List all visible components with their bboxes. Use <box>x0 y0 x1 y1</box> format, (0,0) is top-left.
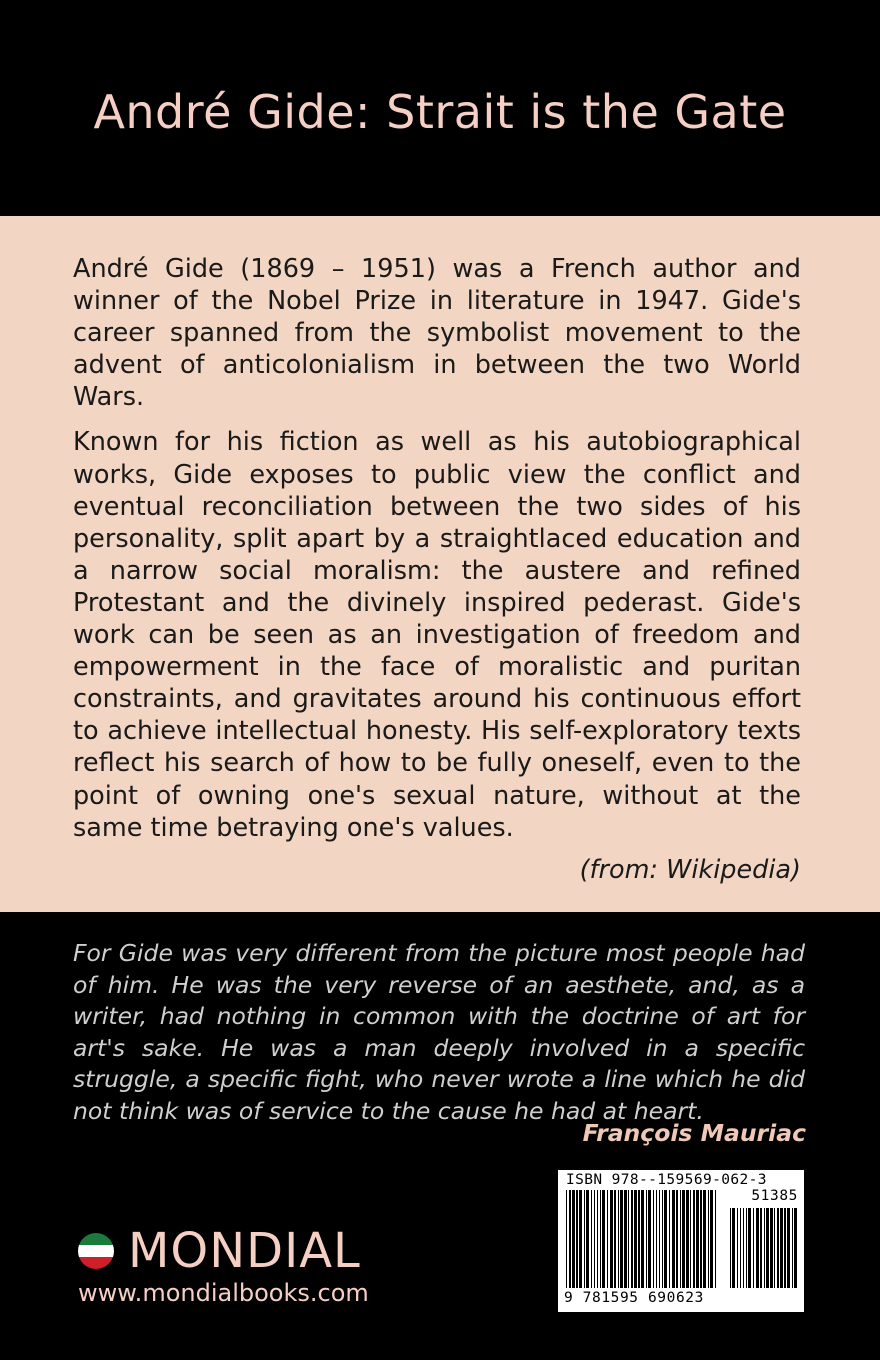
barcode-bar <box>614 1190 616 1288</box>
barcode-bar <box>646 1190 647 1288</box>
barcode-bar <box>602 1190 605 1288</box>
barcode-bar <box>780 1208 783 1288</box>
bio-paragraph-1: André Gide (1869 – 1951) was a French author and winner of the Nobel Prize in literature in 1947. Gide's career spanned from the symbolist movement to the advent of anticolonialism in between the two World Wars. <box>73 254 801 413</box>
barcode-bar <box>624 1190 627 1288</box>
barcode-bar <box>693 1190 695 1288</box>
barcode-bar <box>656 1190 657 1288</box>
barcode-bar <box>764 1208 765 1288</box>
barcode-bar <box>584 1190 585 1288</box>
quote-text: For Gide was very different from the picture most people had of him. He was the very reverse of an aesthete, and, as a writer, had nothing in common with the doctrine of art for art's sake. He was a man deeply involved in a specific struggle, a specific fight, who never wrote a line which he did not think was of service to the cause he had at heart. <box>73 939 805 1125</box>
barcode-bar <box>594 1190 595 1288</box>
barcode-bar <box>586 1190 589 1288</box>
barcode-bar <box>620 1190 623 1288</box>
barcode-bar <box>669 1190 670 1288</box>
flag-circle-icon <box>78 1233 114 1269</box>
barcode-bar <box>628 1190 629 1288</box>
barcode-bar <box>766 1208 769 1288</box>
barcode-bar <box>618 1190 619 1288</box>
barcode-bar <box>770 1208 773 1288</box>
barcode-bar <box>787 1208 790 1288</box>
barcode-bar <box>680 1190 681 1288</box>
barcode-bar <box>631 1190 633 1288</box>
barcode-bar <box>784 1208 786 1288</box>
barcode-bar <box>682 1190 685 1288</box>
barcode-bar <box>746 1208 747 1288</box>
barcode-bar <box>743 1208 744 1288</box>
barcode-bar <box>753 1208 754 1288</box>
barcode-bar <box>703 1190 706 1288</box>
barcode-bar <box>664 1190 667 1288</box>
barcode-bar <box>748 1208 751 1288</box>
barcode-bar <box>607 1190 608 1288</box>
barcode-bar <box>686 1190 689 1288</box>
barcode-bar <box>794 1208 797 1288</box>
barcode-bar <box>792 1208 793 1288</box>
book-title: André Gide: Strait is the Gate <box>93 85 787 139</box>
barcode-bar <box>638 1190 640 1288</box>
barcode-bar <box>597 1190 598 1288</box>
price-code: 51385 <box>751 1188 798 1204</box>
barcode-bar <box>648 1190 651 1288</box>
barcode-bar <box>579 1190 582 1288</box>
barcode-bar <box>774 1208 775 1288</box>
barcode-bar <box>732 1208 735 1288</box>
barcode-bar <box>756 1208 759 1288</box>
barcode-bar <box>760 1208 762 1288</box>
barcode-bar <box>700 1190 702 1288</box>
barcode-bar <box>715 1190 716 1288</box>
barcode-bar <box>696 1190 699 1288</box>
barcode-bar <box>591 1190 592 1288</box>
barcode-bar <box>777 1208 779 1288</box>
barcode-bar <box>641 1190 644 1288</box>
barcode-bar <box>572 1190 575 1288</box>
barcode-bar <box>672 1190 675 1288</box>
bio-paragraph-2: Known for his fiction as well as his autobiographical works, Gide exposes to public view the conflict and eventual reconciliation between the two sides of his personality, split apart by a straightlaced education and a narrow social moralism: the austere and refined Protestant and the divinely inspired pederast. Gide's work can be seen as an investigation of freedom and empowerment in the face of moralistic and puritan constraints, and gravitates around his continuous effort to achieve intellectual honesty. His self-exploratory texts reflect his search of how to be fully oneself, even to the point of owning one's sexual nature, without at the same time betraying one's values. <box>73 427 801 843</box>
barcode-bar <box>737 1208 738 1288</box>
bio-text <box>73 253 801 857</box>
barcode-bar <box>740 1208 741 1288</box>
isbn-label: ISBN 978--159569-062-3 <box>566 1172 767 1188</box>
barcode-bar <box>634 1190 637 1288</box>
barcode-bar <box>653 1190 654 1288</box>
publisher-name: MONDIAL <box>128 1223 361 1279</box>
barcode-bar <box>610 1190 613 1288</box>
barcode-bar <box>569 1190 571 1288</box>
barcode <box>558 1170 804 1312</box>
barcode-bar <box>662 1190 663 1288</box>
quote-author: François Mauriac <box>582 1119 806 1147</box>
barcode-bar <box>566 1190 567 1288</box>
barcode-bar <box>600 1190 601 1288</box>
barcode-bar <box>710 1190 713 1288</box>
ean-digits: 9 781595 690623 <box>564 1290 704 1306</box>
barcode-bar <box>690 1190 691 1288</box>
bio-source: (from: Wikipedia) <box>579 855 801 885</box>
barcode-bar <box>708 1190 709 1288</box>
barcode-bar <box>659 1190 660 1288</box>
barcode-bar <box>576 1190 578 1288</box>
publisher-url: www.mondialbooks.com <box>78 1279 369 1307</box>
barcode-bar <box>730 1208 731 1288</box>
barcode-bar <box>676 1190 678 1288</box>
